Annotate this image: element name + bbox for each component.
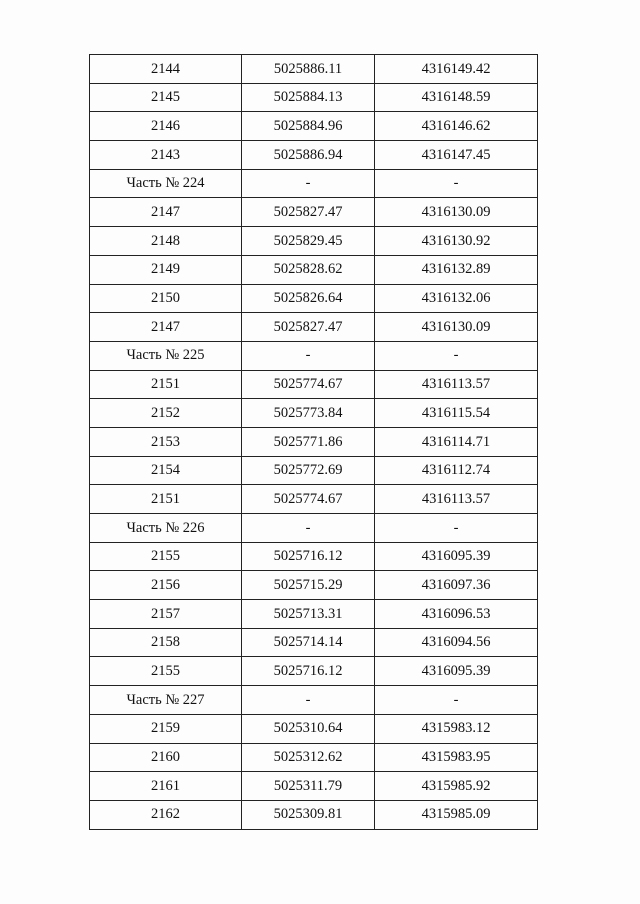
x-coordinate-cell: 5025826.64 [242,284,375,313]
table-row [90,370,538,399]
point-number-cell: 2158 [90,628,242,657]
section-header-row [90,341,538,370]
x-coordinate-cell: - [242,514,375,543]
point-number-cell: Часть № 224 [90,169,242,198]
point-number-cell: 2155 [90,542,242,571]
point-number-cell: 2155 [90,657,242,686]
table-row [90,284,538,313]
table-row [90,743,538,772]
y-coordinate-cell: 4316096.53 [375,600,538,629]
y-coordinate-cell: - [375,514,538,543]
x-coordinate-cell: - [242,169,375,198]
table-row [90,255,538,284]
point-number-cell: 2161 [90,772,242,801]
y-coordinate-cell: 4316146.62 [375,112,538,141]
table-row [90,55,538,84]
y-coordinate-cell: 4315985.09 [375,800,538,829]
table-row [90,600,538,629]
x-coordinate-cell: 5025827.47 [242,313,375,342]
x-coordinate-cell: 5025828.62 [242,255,375,284]
y-coordinate-cell: 4316095.39 [375,657,538,686]
table-row [90,571,538,600]
y-coordinate-cell: 4315983.12 [375,714,538,743]
point-number-cell: 2151 [90,370,242,399]
point-number-cell: 2148 [90,227,242,256]
x-coordinate-cell: 5025716.12 [242,542,375,571]
point-number-cell: 2162 [90,800,242,829]
coordinates-table-body [90,55,538,830]
x-coordinate-cell: 5025774.67 [242,485,375,514]
x-coordinate-cell: 5025886.94 [242,141,375,170]
point-number-cell: 2145 [90,83,242,112]
table-row [90,83,538,112]
y-coordinate-cell: 4316114.71 [375,427,538,456]
point-number-cell: 2159 [90,714,242,743]
x-coordinate-cell: - [242,341,375,370]
coordinates-table [89,54,538,830]
table-row [90,485,538,514]
y-coordinate-cell: 4316147.45 [375,141,538,170]
table-row [90,313,538,342]
y-coordinate-cell: 4316095.39 [375,542,538,571]
x-coordinate-cell: 5025309.81 [242,800,375,829]
y-coordinate-cell: 4316130.09 [375,313,538,342]
x-coordinate-cell: 5025310.64 [242,714,375,743]
x-coordinate-cell: 5025715.29 [242,571,375,600]
table-row [90,657,538,686]
y-coordinate-cell: - [375,169,538,198]
x-coordinate-cell: 5025827.47 [242,198,375,227]
point-number-cell: 2156 [90,571,242,600]
x-coordinate-cell: 5025713.31 [242,600,375,629]
section-header-row [90,686,538,715]
y-coordinate-cell: 4316148.59 [375,83,538,112]
x-coordinate-cell: 5025774.67 [242,370,375,399]
x-coordinate-cell: 5025311.79 [242,772,375,801]
point-number-cell: Часть № 226 [90,514,242,543]
point-number-cell: 2157 [90,600,242,629]
y-coordinate-cell: 4316132.89 [375,255,538,284]
point-number-cell: 2150 [90,284,242,313]
point-number-cell: Часть № 225 [90,341,242,370]
table-row [90,714,538,743]
x-coordinate-cell: - [242,686,375,715]
point-number-cell: 2144 [90,55,242,84]
x-coordinate-cell: 5025771.86 [242,427,375,456]
y-coordinate-cell: 4316149.42 [375,55,538,84]
y-coordinate-cell: 4316094.56 [375,628,538,657]
y-coordinate-cell: 4316115.54 [375,399,538,428]
section-header-row [90,514,538,543]
y-coordinate-cell: 4316130.09 [375,198,538,227]
y-coordinate-cell: 4316132.06 [375,284,538,313]
x-coordinate-cell: 5025884.96 [242,112,375,141]
point-number-cell: Часть № 227 [90,686,242,715]
table-row [90,800,538,829]
x-coordinate-cell: 5025886.11 [242,55,375,84]
table-row [90,542,538,571]
point-number-cell: 2153 [90,427,242,456]
y-coordinate-cell: 4316113.57 [375,370,538,399]
y-coordinate-cell: - [375,686,538,715]
point-number-cell: 2146 [90,112,242,141]
table-row [90,198,538,227]
x-coordinate-cell: 5025716.12 [242,657,375,686]
x-coordinate-cell: 5025714.14 [242,628,375,657]
y-coordinate-cell: 4316130.92 [375,227,538,256]
section-header-row [90,169,538,198]
x-coordinate-cell: 5025312.62 [242,743,375,772]
x-coordinate-cell: 5025772.69 [242,456,375,485]
table-row [90,141,538,170]
y-coordinate-cell: - [375,341,538,370]
y-coordinate-cell: 4315983.95 [375,743,538,772]
x-coordinate-cell: 5025884.13 [242,83,375,112]
x-coordinate-cell: 5025773.84 [242,399,375,428]
table-row [90,456,538,485]
point-number-cell: 2143 [90,141,242,170]
y-coordinate-cell: 4315985.92 [375,772,538,801]
point-number-cell: 2147 [90,313,242,342]
table-row [90,112,538,141]
point-number-cell: 2154 [90,456,242,485]
y-coordinate-cell: 4316112.74 [375,456,538,485]
y-coordinate-cell: 4316097.36 [375,571,538,600]
point-number-cell: 2152 [90,399,242,428]
table-row [90,399,538,428]
table-row [90,628,538,657]
table-row [90,227,538,256]
table-row [90,772,538,801]
x-coordinate-cell: 5025829.45 [242,227,375,256]
point-number-cell: 2149 [90,255,242,284]
point-number-cell: 2160 [90,743,242,772]
y-coordinate-cell: 4316113.57 [375,485,538,514]
point-number-cell: 2151 [90,485,242,514]
point-number-cell: 2147 [90,198,242,227]
table-row [90,427,538,456]
